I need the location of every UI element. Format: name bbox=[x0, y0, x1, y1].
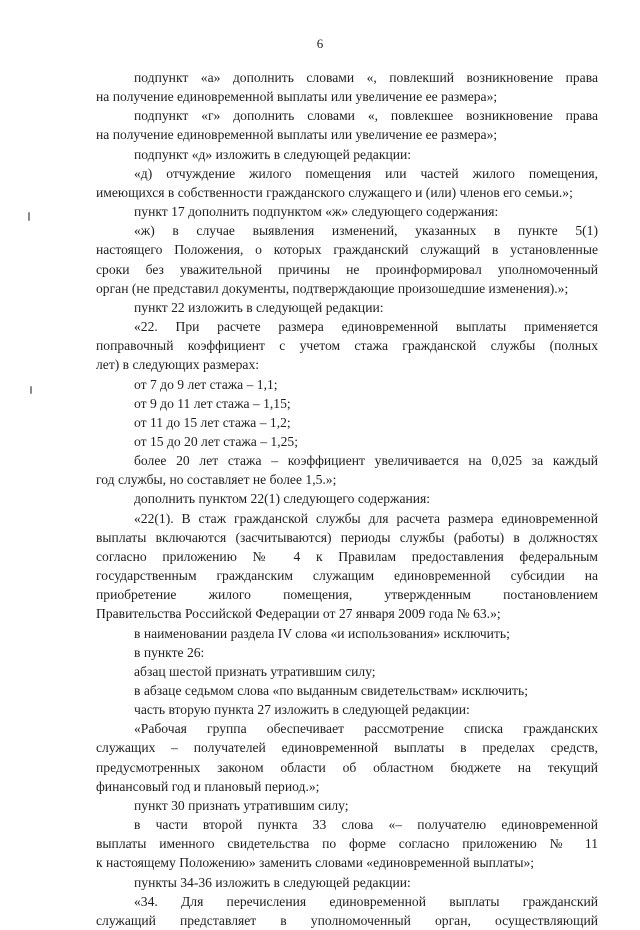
text-line: на получение единовременной выплаты или увеличение ее размера»; bbox=[96, 89, 498, 105]
text-line: согласно приложению № 4 к Правилам предоставления федеральным bbox=[96, 548, 598, 564]
text-line: финансовый год и плановый период.»; bbox=[96, 778, 320, 794]
text-line: приобретение жилого помещения, утвержденным постановлением bbox=[96, 587, 598, 603]
text-line: год службы, но составляет не более 1,5.»; bbox=[96, 472, 337, 488]
text-line: в наименовании раздела IV слова «и использования» исключить; bbox=[134, 625, 510, 641]
text-line: «Рабочая группа обеспечивает рассмотрение списка гражданских bbox=[134, 721, 598, 737]
text-line: от 9 до 11 лет стажа – 1,15; bbox=[134, 395, 291, 411]
text-line: поправочный коэффициент с учетом стажа гражданской службы (полных bbox=[96, 338, 598, 354]
text-line: пункт 22 изложить в следующей редакции: bbox=[134, 299, 384, 315]
margin-mark bbox=[28, 212, 30, 221]
page-number: 6 bbox=[316, 36, 324, 51]
text-line: служащий представляет в уполномоченный орган, осуществляющий bbox=[96, 912, 598, 928]
text-line: «22(1). В стаж гражданской службы для расчета размера единовременной bbox=[134, 510, 598, 526]
text-line: абзац шестой признать утратившим силу; bbox=[134, 663, 376, 679]
text-line: Правительства Российской Федерации от 27 января 2009 года № 63.»; bbox=[96, 606, 501, 622]
text-line: «22. При расчете размера единовременной выплаты применяется bbox=[134, 319, 598, 335]
text-line: «ж) в случае выявления изменений, указанных в пункте 5(1) bbox=[134, 223, 598, 239]
text-line: от 7 до 9 лет стажа – 1,1; bbox=[134, 376, 278, 392]
text-line: пункты 34-36 изложить в следующей редакции: bbox=[134, 874, 411, 890]
text-line: «д) отчуждение жилого помещения или частей жилого помещения, bbox=[134, 165, 598, 181]
text-line: имеющихся в собственности гражданского служащего и (или) членов его семьи.»; bbox=[96, 184, 573, 200]
text-line: орган (не представил документы, подтверждающие произошедшие изменения).»; bbox=[96, 280, 569, 296]
text-line: государственным гражданским служащим единовременной субсидии на bbox=[96, 568, 598, 584]
text-line: предусмотренных законом области об областном бюджете на текущий bbox=[96, 759, 598, 775]
text-line: от 11 до 15 лет стажа – 1,2; bbox=[134, 414, 291, 430]
text-line: подпункт «а» дополнить словами «, повлекший возникновение права bbox=[134, 70, 598, 85]
document-body bbox=[96, 68, 598, 930]
text-line: в части второй пункта 33 слова «– получателю единовременной bbox=[134, 817, 598, 833]
text-line: пункт 30 признать утратившим силу; bbox=[134, 797, 349, 813]
text-line: часть вторую пункта 27 изложить в следующей редакции: bbox=[134, 702, 470, 718]
text-line: сроки без уважительной причины не проинформировал уполномоченный bbox=[96, 261, 598, 277]
text-line: служащих – получателей единовременной выплаты в пределах средств, bbox=[96, 740, 598, 756]
text-line: пункт 17 дополнить подпунктом «ж» следующего содержания: bbox=[134, 204, 499, 220]
text-line: настоящего Положения, о которых гражданский служащий в установленные bbox=[96, 242, 598, 258]
text-line: в пункте 26: bbox=[134, 644, 205, 660]
text-line: в абзаце седьмом слова «по выданным свидетельствам» исключить; bbox=[134, 683, 528, 698]
text-line: от 15 до 20 лет стажа – 1,25; bbox=[134, 433, 298, 449]
text-line: более 20 лет стажа – коэффициент увеличивается на 0,025 за каждый bbox=[134, 453, 598, 469]
margin-mark bbox=[30, 386, 32, 394]
text-line: дополнить пунктом 22(1) следующего содержания: bbox=[134, 491, 431, 507]
text-line: подпункт «д» изложить в следующей редакции: bbox=[134, 146, 412, 162]
text-line: к настоящему Положению» заменить словами «единовременной выплаты»; bbox=[96, 855, 535, 871]
text-line: выплаты именного свидетельства по форме согласно приложению № 11 bbox=[96, 836, 598, 852]
text-line: подпункт «г» дополнить словами «, повлекшее возникновение права bbox=[134, 108, 598, 124]
text-line: «34. Для перечисления единовременной выплаты гражданский bbox=[134, 893, 598, 909]
text-line: выплаты включаются (засчитываются) периоды службы (работы) в должностях bbox=[96, 529, 598, 545]
text-line: лет) в следующих размерах: bbox=[96, 357, 260, 373]
text-line: на получение единовременной выплаты или увеличение ее размера»; bbox=[96, 127, 498, 143]
